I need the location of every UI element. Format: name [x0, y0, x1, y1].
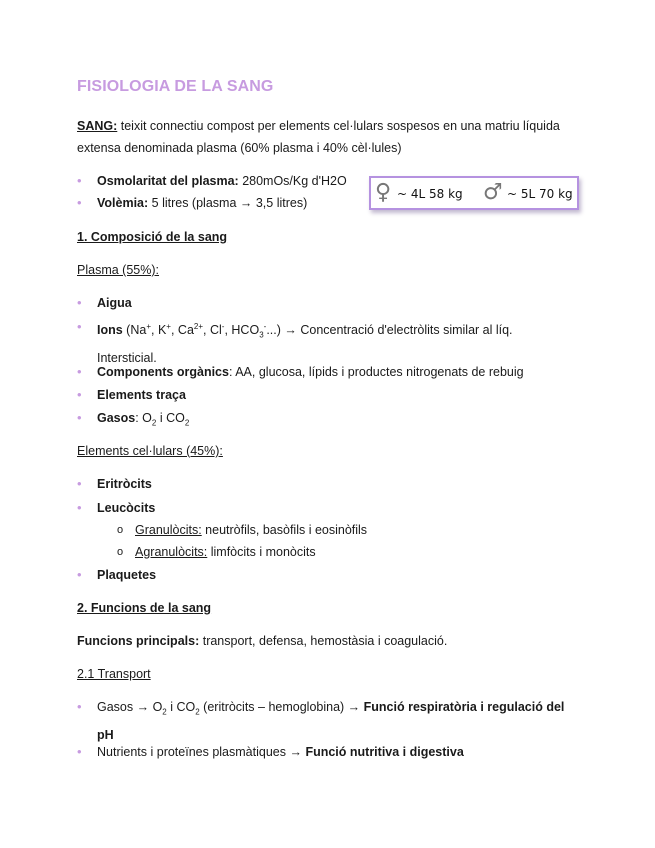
- list-item-gasos-transport: [77, 696, 579, 746]
- ions-sup: 2+: [193, 322, 204, 331]
- item-label: Leucòcits: [97, 501, 156, 515]
- bullet-text: 5 litres (plasma → 3,5 litres): [148, 196, 308, 210]
- t1-text: Gasos → O: [97, 700, 163, 714]
- sub-bullet-icon: o: [117, 524, 124, 536]
- item-label: Elements traça: [97, 388, 186, 402]
- bullet-icon: •: [77, 387, 82, 402]
- intro-line1: teixit connectiu compost per elements cel·lulars sospesos en una matriu líquida: [117, 119, 560, 133]
- item-label: Eritròcits: [97, 477, 152, 491]
- page-title: FISIOLOGIA DE LA SANG: [77, 78, 274, 95]
- item-label: Aigua: [97, 296, 132, 310]
- t1-bold: Funció respiratòria i regulació del: [363, 700, 565, 714]
- sub-label: Granulòcits:: [135, 523, 202, 537]
- list-item-eritrocits: [77, 473, 579, 495]
- ions-text: , Ca: [170, 323, 194, 338]
- principals-label: Funcions principals:: [77, 634, 200, 648]
- bullet-icon: •: [77, 195, 82, 210]
- bullet-icon: •: [77, 173, 82, 188]
- bullet-icon: •: [77, 364, 82, 379]
- ions-text: , Cl: [203, 323, 222, 338]
- principals-text: transport, defensa, hemostàsia i coagulació.: [199, 634, 448, 648]
- list-item-organics: [77, 361, 579, 383]
- cells-heading: Elements cel·lulars (45%):: [77, 444, 223, 458]
- ions-text: ...) → Concentració d'electròlits similar al líq.: [266, 323, 513, 338]
- intro-line2: extensa denominada plasma (60% plasma i 40% cèl·lules): [77, 141, 402, 155]
- sublist-item-agranulocits: [117, 541, 316, 563]
- t1-bold-line2: pH: [97, 727, 114, 742]
- sub-bullet-icon: o: [117, 546, 124, 558]
- bullet-icon: •: [77, 744, 82, 759]
- list-item-traca: [77, 384, 579, 406]
- t2-bold: → Funció nutritiva i digestiva: [289, 745, 464, 759]
- intro-term: SANG:: [77, 119, 118, 133]
- ions-sup: -: [221, 322, 225, 331]
- bullet-label: Osmolaritat del plasma:: [97, 174, 239, 188]
- section1-heading: 1. Composició de la sang: [77, 230, 228, 244]
- bullet-icon: •: [77, 500, 82, 515]
- bullet-icon: •: [77, 567, 82, 582]
- male-icon: ♂: [483, 180, 503, 205]
- plasma-heading: Plasma (55%):: [77, 263, 159, 277]
- bullet-icon: •: [77, 476, 82, 491]
- bullet-label: Volèmia:: [97, 196, 149, 210]
- intro-paragraph: [77, 115, 579, 159]
- bullet-text: 280mOs/Kg d'H2O: [238, 174, 347, 188]
- item-label: Ions: [97, 323, 123, 338]
- ions-sub: 3: [259, 330, 264, 340]
- ions-text: , K: [151, 323, 167, 338]
- ions-line2: Intersticial.: [97, 350, 157, 365]
- list-item-nutrients: [77, 741, 579, 763]
- list-item-gasos: [77, 407, 579, 435]
- item-label: Gasos: [97, 411, 136, 425]
- gasos-sub: 2: [184, 418, 190, 428]
- sub-text: limfòcits i monòcits: [207, 545, 316, 559]
- principals-paragraph: [77, 630, 579, 652]
- female-icon: ♀: [375, 180, 392, 205]
- sub-text: neutròfils, basòfils i eosinòfils: [201, 523, 368, 537]
- t1-sub: 2: [162, 707, 167, 717]
- list-item-leucocits: [77, 497, 579, 519]
- item-label: Components orgànics: [97, 365, 229, 379]
- ions-sup: +: [166, 322, 171, 331]
- sub-label: Agranulòcits:: [135, 545, 208, 559]
- section2-heading: 2. Funcions de la sang: [77, 601, 212, 615]
- t1-text: i CO: [166, 700, 196, 714]
- gasos-sub: 2: [151, 418, 157, 428]
- ions-sup: -: [263, 322, 267, 331]
- bullet-icon: •: [77, 410, 82, 425]
- bullet-icon: •: [77, 295, 82, 310]
- list-item-aigua: [77, 292, 579, 314]
- ions-sup: +: [146, 322, 151, 331]
- ions-text: (Na: [122, 323, 147, 338]
- female-volume-text: ~ 4L 58 kg: [397, 187, 463, 201]
- male-volume-text: ~ 5L 70 kg: [507, 187, 573, 201]
- transport-heading: 2.1 Transport: [77, 667, 151, 681]
- blood-volume-box: [369, 176, 579, 210]
- item-label: Plaquetes: [97, 568, 157, 582]
- t1-sub: 2: [195, 707, 200, 717]
- ions-text: , HCO: [224, 323, 260, 338]
- list-item-plaquetes: [77, 564, 579, 586]
- bullet-icon: •: [77, 699, 82, 714]
- item-text: : AA, glucosa, lípids i productes nitrogenats de rebuig: [228, 365, 524, 379]
- gasos-text: i CO: [156, 411, 185, 425]
- bullet-icon: •: [77, 319, 82, 334]
- sublist-item-granulocits: [117, 519, 367, 541]
- t2-text: Nutrients i proteïnes plasmàtiques: [97, 745, 290, 759]
- gasos-text: : O: [135, 411, 152, 425]
- t1-text: (eritròcits – hemoglobina) →: [199, 700, 364, 714]
